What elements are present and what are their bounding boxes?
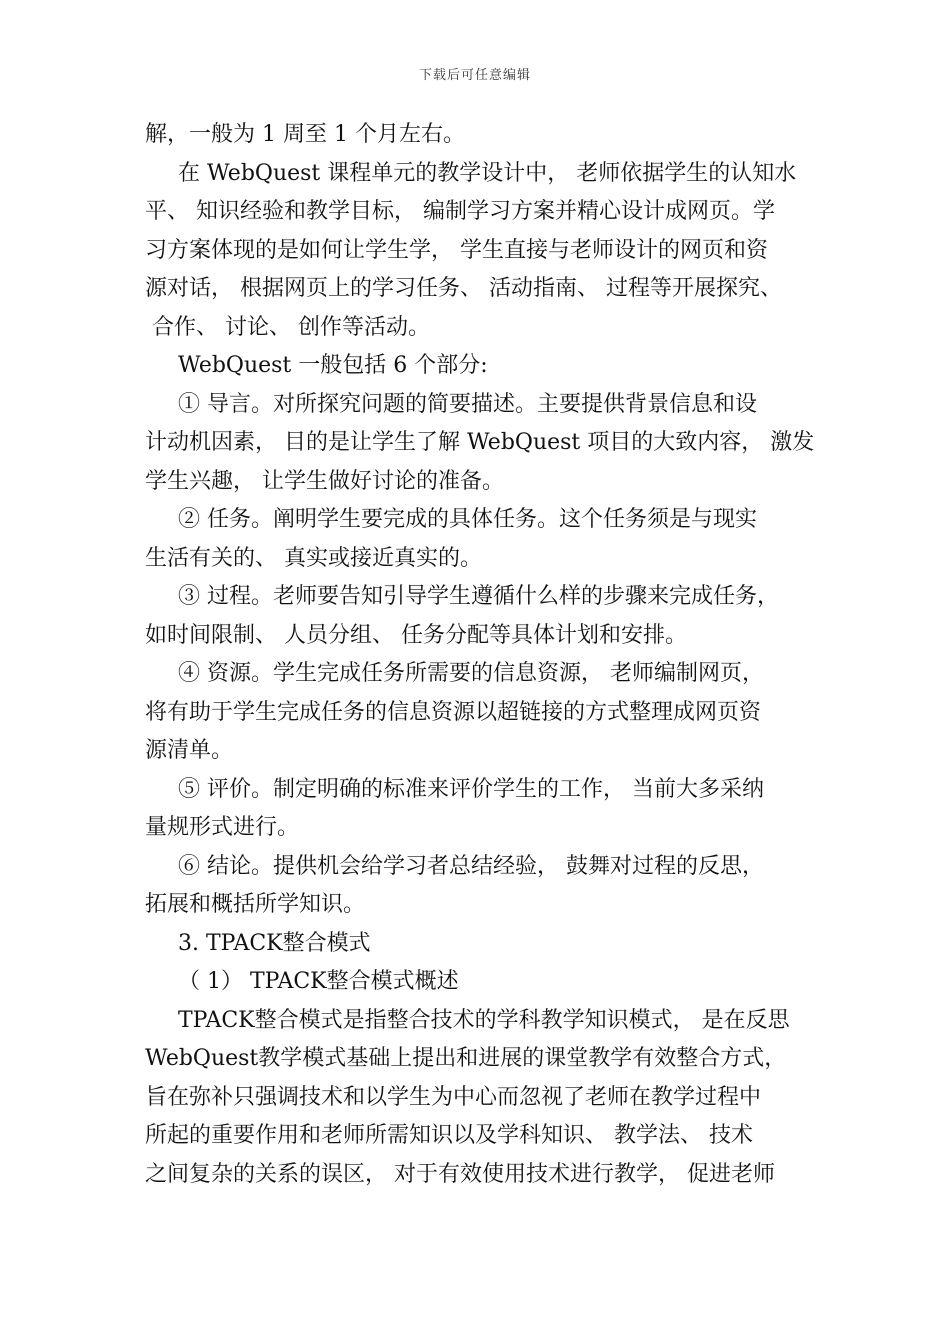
paragraph-part-process: ③ 过程。老师要告知引导学生遵循什么样的步骤来完成任务， 如时间限制、 人员分组、 任务分配等具体计划和安排。 [145,584,779,648]
section-heading-tpack: 3. TPACK整合模式 [178,930,371,956]
paragraph-part-task: ② 任务。阐明学生要完成的具体任务。这个任务须是与现实 生活有关的、 真实或接近真实的。 [145,507,757,571]
paragraph-part-conclusion: ⑥ 结论。提供机会给学习者总结经验， 鼓舞对过程的反思， 拓展和概括所学知识。 [145,853,764,917]
subsection-heading-tpack-overview: （ 1） TPACK整合模式概述 [178,969,459,994]
paragraph-part-resources: ④ 资源。学生完成任务所需要的信息资源， 老师编制网页， 将有助于学生完成任务的信息资源以超链接的方式整理成网页资 源清单。 [145,661,764,763]
paragraph-part-introduction: ① 导言。对所探究问题的简要描述。主要提供背景信息和设 计动机因素， 目的是让学生了解 WebQuest 项目的大致内容， 激发 学生兴趣， 让学生做好讨论的准备。 [145,391,815,494]
paragraph-duration: 解，一般为 1 周至 1 个月左右。 [145,122,465,147]
paragraph-webquest-parts: WebQuest 一般包括 6 个部分: [178,353,488,378]
paragraph-tpack-definition: TPACK整合模式是指整合技术的学科教学知识模式， 是在反思 WebQuest教学模式基础上提出和进展的课堂教学有效整合方式， 旨在弥补只强调技术和以学生为中心而忽视了老师在教学过程中 所起的重要作用和老师所需知识以及学科知识、 教学法、 技术 之间复杂的关系的误区， 对于有效使用技术进行教学， 促进老师 [145,1007,790,1187]
paragraph-part-evaluation: ⑤ 评价。制定明确的标准来评价学生的工作， 当前大多采纳 量规形式进行。 [145,776,764,840]
page-header: 下载后可任意编辑 [418,68,531,83]
document-body [145,116,825,1194]
paragraph-webquest-design: 在 WebQuest 课程单元的教学设计中， 老师依据学生的认知水 平、 知识经验和教学目标， 编制学习方案并精心设计成网页。学 习方案体现的是如何让学生学， 学生直接与老师设计的网页和资 源对话， 根据网页上的学习任务、 活动指南、 过程等开展探究、 合作、 讨论、 创作等活动。 [145,160,797,340]
